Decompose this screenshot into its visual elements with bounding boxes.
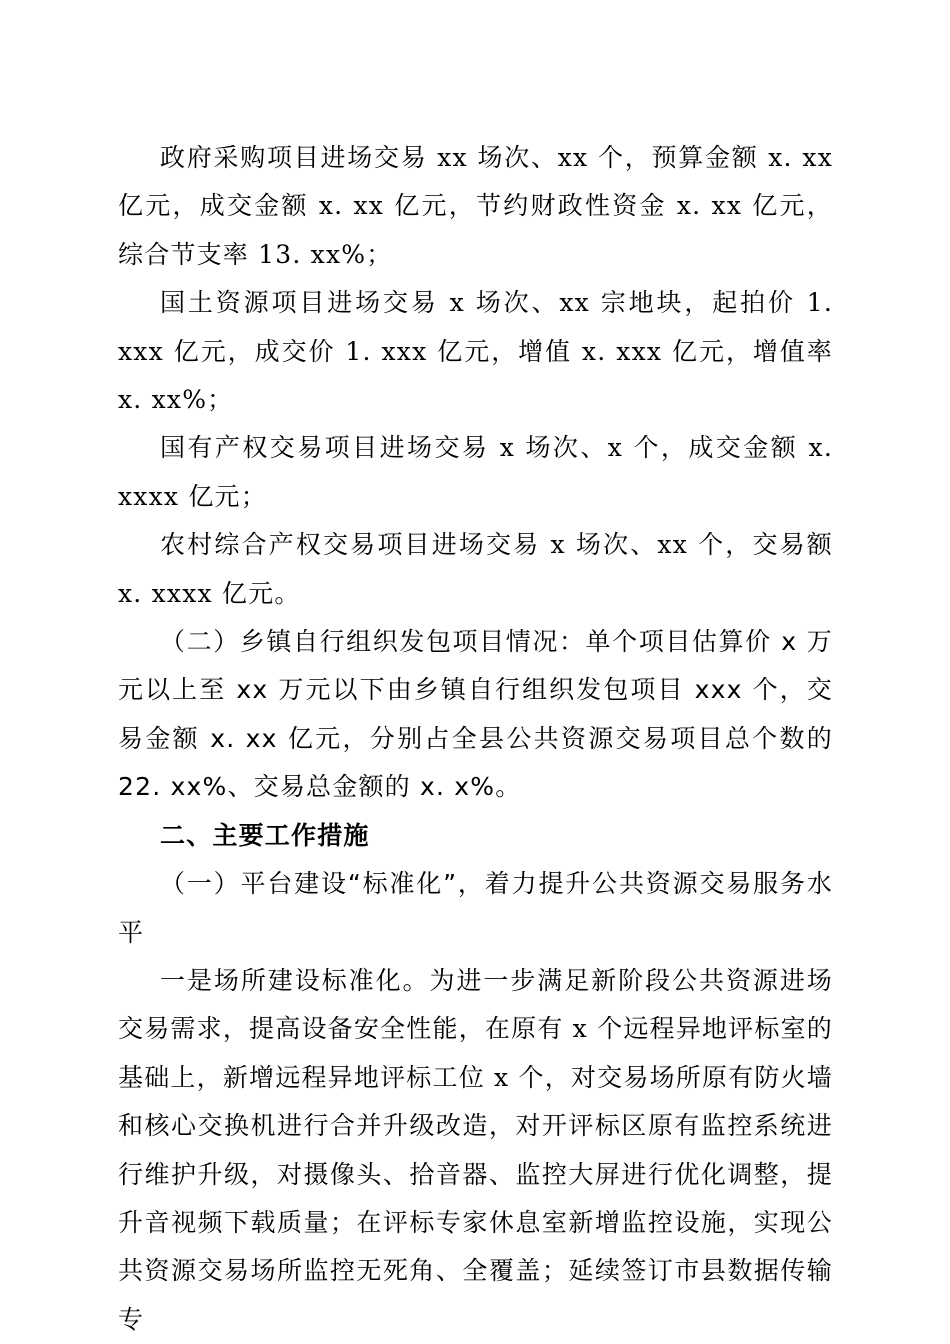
section-heading-main-measures: 二、主要工作措施 — [160, 820, 370, 850]
paragraph-land-resources: 国土资源项目进场交易 x 场次、xx 宗地块，起拍价 1. xxx 亿元，成交价 1. xxx 亿元，增值 x. xxx 亿元，增值率 x. xx%； — [118, 288, 833, 415]
paragraph-government-procurement: 政府采购项目进场交易 xx 场次、xx 个，预算金额 x. xx 亿元，成交金额 x. xx 亿元，节约财政性资金 x. xx 亿元，综合节支率 13. xx%； — [118, 143, 833, 269]
paragraph-state-property: 国有产权交易项目进场交易 x 场次、x 个，成交金额 x. xxxx 亿元； — [118, 433, 833, 511]
paragraph-venue-standardization: 一是场所建设标准化。为进一步满足新阶段公共资源进场交易需求，提高设备安全性能，在原有 x 个远程异地评标室的基础上，新增远程异地评标工位 x 个，对交易场所原有防火墙和核心交换机进行合并升级改造，对开评标区原有监控系统进行维护升级，对摄像头、拾音器、监控大屏进行优化调整，提升音视频下载质量；在评标专家休息室新增监控设施，实现公共资源交易场所监控无死角、全覆盖；延续签订市县数据传输专 — [118, 965, 833, 1334]
paragraph-rural-property: 农村综合产权交易项目进场交易 x 场次、xx 个，交易额 x. xxxx 亿元。 — [118, 530, 833, 608]
paragraph-township-projects: （二）乡镇自行组织发包项目情况：单个项目估算价 x 万元以上至 xx 万元以下由乡镇自行组织发包项目 xxx 个，交易金额 x. xx 亿元，分别占全县公共资源交易项目总个数的 22. xx%、交易总金额的 x. x%。 — [118, 627, 833, 802]
document-body — [118, 134, 833, 1344]
subsection-heading-standardization: （一）平台建设“标准化”，着力提升公共资源交易服务水平 — [118, 869, 833, 947]
